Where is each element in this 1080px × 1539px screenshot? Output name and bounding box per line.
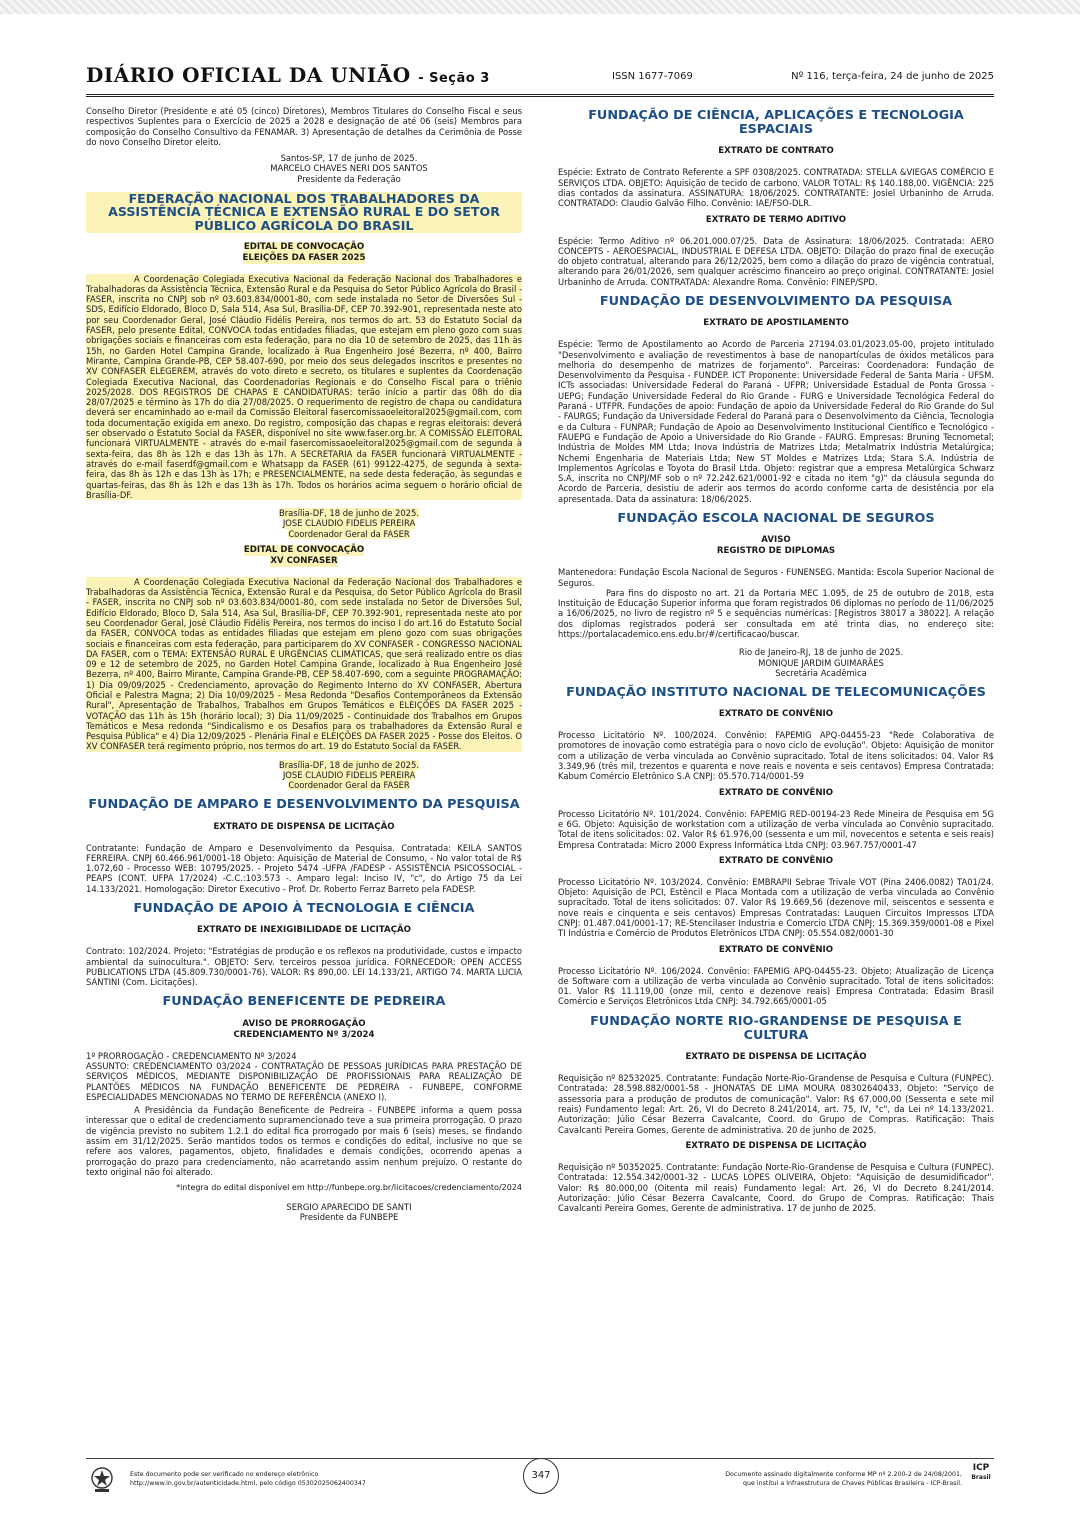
faser-edital-2-body: A Coordenação Colegiada Executiva Nacional da Federação Nacional dos Trabalhadores e Trabalhadoras da Assistência Técnica, Extensão Rural e da Pesquisa, do Setor Público Agrícola do Brasil - FASER, inscrita no CNPJ sob nº 03.603.834/0001-80, com sede instalada no Setor de Diversões Sul, Edifício Eldorado, Bloco D, Sala 514, Asa Sul, Brasília-DF, CEP 70.392-901, representada neste ato por seu Coordenador Geral, José Cláudio Fidélis Pereira, nos termos do inciso I do art.16 do Estatuto Social da FASER, CONVOCA todas as entidades filiadas que estejam em pleno gozo com suas obrigações sociais e financeiras com esta federação, para participarem do XV CONFASER - CONGRESSO NACIONAL DA FASER, com o TEMA: EXTENSÃO RURAL E URGÊNCIAS CLIMÁTICAS, que será realizado entre os dias 09 e 12 de setembro de 2025, no Garden Hotel Campina Grande, localizado à Rua Engenheiro José Bezerra, nº 400, Bairro Mirante, Campina Grande-PB, CEP 58.407-690, com a seguinte PROGRAMAÇÃO: 1) Dia 09/09/2025 - Credenciamento, aprovação do Regimento Interno do XV CONFASER, Abertura Oficial e Palestra Magna; 2) Dia 10/09/2025 - Mesa Redonda "Desafios Contemporâneos da Extensão Rural", Apresentação de Trabalhos, Trabalhos em Grupos Temáticos e ELEIÇÕES DA FASER 2025 - VOTAÇÃO das 11h às 15h (horário local); 3) Dia 11/09/2025 - Continuidade dos Trabalhos em Grupos Temáticos e Mesa redonda "Sindicalismo e os Desafios para os trabalhadores da Extensão Rural e Pesquisa Pública" e 4) Dia 12/09/2025 - Plenária Final e ELEIÇÕES DA FASER 2025 - Posse dos Eleitos. O XV CONFASER terá regimento próprio, nos termos do art. 19 do Estatuto Social da FASER. bbox=[86, 576, 522, 752]
funpec-subtitle-2: EXTRATO DE DISPENSA DE LICITAÇÃO bbox=[685, 1140, 867, 1151]
title-text: DIÁRIO OFICIAL DA UNIÃO bbox=[86, 63, 411, 87]
intro-signature: Santos-SP, 17 de junho de 2025. MARCELO CHAVES NERI DOS SANTOS Presidente da Federação bbox=[270, 153, 428, 184]
inatel-subtitle-4: EXTRATO DE CONVÊNIO bbox=[718, 944, 834, 955]
section-label: - Seção 3 bbox=[418, 71, 490, 86]
faser-edital-1-signature: Brasília-DF, 18 de junho de 2025. JOSE CLAUDIO FIDELIS PEREIRA Coordenador Geral da FASER bbox=[278, 508, 419, 539]
funbepe-line-2: ASSUNTO: CREDENCIAMENTO 03/2024 - CONTRATAÇÃO DE PESSOAS JURÍDICAS PARA PRESTAÇÃO DE SERVIÇOS MÉDICOS, MEDIANTE DISPONIBILIZAÇÃO DE PROFISSIONAIS PARA REALIZAÇÃO DE PLANTÕES MÉDICOS NA FUNDAÇÃO BENEFICENTE DE PEDREIRA - FUNBEPE, CONFORME ESPECIALIDADES MENCIONADAS NO TERMO DE REFERÊNCIA (ANEXO I). bbox=[86, 1060, 522, 1102]
fatec-title: FUNDAÇÃO DE APOIO À TECNOLOGIA E CIÊNCIA bbox=[133, 901, 475, 917]
inatel-title: FUNDAÇÃO INSTITUTO NACIONAL DE TELECOMUNICAÇÕES bbox=[566, 684, 986, 700]
funpec-title: FUNDAÇÃO NORTE RIO-GRANDENSE DE PESQUISA E CULTURA bbox=[590, 1013, 962, 1043]
issue-date: Nº 116, terça-feira, 24 de junho de 2025 bbox=[791, 71, 994, 82]
fadesp-subtitle: EXTRATO DE DISPENSA DE LICITAÇÃO bbox=[213, 821, 395, 832]
funpec-body-2: Requisição nº 50352025. Contratante: Fundação Norte-Rio-Grandense de Pesquisa e Cultura (FUNPEC). Contratada: 12.554.342/0001-32 - LUCAS LOPES OLIVEIRA, Objeto: "Aquisição de desumidificador". Valor: R$ 80.000,00 (Oitenta mil reais) Fundamento legal: Art. 26, VI do Decreto 8.241/2014. Autorização: Júlio César Bezerra Cavalcante, Coord. do Grupo de Compras. Ratificação: Thais Cavalcanti Pereira Gomes, Gerente de administrativa. 17 de junho de 2025. bbox=[558, 1161, 994, 1214]
right-column bbox=[558, 106, 994, 1216]
funcate-title: FUNDAÇÃO DE CIÊNCIA, APLICAÇÕES E TECNOLOGIA ESPACIAIS bbox=[588, 108, 964, 138]
faser-edital-1-body: A Coordenação Colegiada Executiva Nacional da Federação Nacional dos Trabalhadores e Trabalhadoras da Assistência Técnica, Extensão Rural e da Pesquisa do Setor Público Agrícola do Brasil - FASER, inscrita no CNPJ sob nº 03.603.834/0001-80, com sede instalada no Setor de Diversões Sul - SDS, Edifício Eldorado, Bloco D, Sala 514, Asa Sul, Brasília-DF, CEP 70.392-901, representada neste ato por seu Coordenador Geral, José Cláudio Fidélis Pereira, nos termos do art. 53 do Estatuto Social da FASER, pelo presente Edital, CONVOCA todas entidades filiadas, que estejam em pleno gozo com suas obrigações sociais e financeiras com esta federação, para no dia 10 de setembro de 2025, das 11h às 15h, no Garden Hotel Campina Grande, localizado à Rua Engenheiro José Bezerra, nº 400, Bairro Mirante, Campina Grande-PB, CEP 58.407-690, por meio dos seus delegados inscritos e presentes no XV CONFASER ELEGEREM, através do voto direto e secreto, os titulares e suplentes da Coordenação Colegiada Executiva Nacional, das Coordenadorias Regionais e do Conselho Fiscal para o triênio 2025/2028. DOS REGISTROS DE CHAPAS E CANDIDATURAS: terão início a partir das 08h do dia 28/07/2025 e término às 17h do dia 27/08/2025. O requerimento de registro de chapa ou candidatura deverá ser encaminhado ao e-mail da Comissão Eleitoral fasercomissaoeleitoral2025@gmail.com, com toda documentação exigida em anexo. Do registro, composição das chapas e regras eleitorais: deverá ser observado o Estatuto Social da FASER, disponível no site www.faser.org.br. A COMISSÃO ELEITORAL funcionará VIRTUALMENTE - através do e-mail fasercomissaoeleitoral2025@gmail.com de segunda à sexta-feira, das 8h às 12h e das 13h às 17h. A SECRETARIA da FASER funcionará VIRTUALMENTE - através do e-mail faserdf@gmail.com e Whatsapp da FASER (61) 99122-4275, de segunda à sexta-feira, das 8h às 12h e das 13h às 17h; e PRESENCIALMENTE, na sede desta federação, às segundas e quartas-feiras, das 8h às 12h e das 13h às 17h. Todos os horários acima seguem o horário oficial de Brasília-DF. bbox=[86, 273, 522, 500]
funenseg-title: FUNDAÇÃO ESCOLA NACIONAL DE SEGUROS bbox=[617, 511, 935, 527]
fatec-body: Contrato: 102/2024. Projeto: "Estratégias de produção e os reflexos na produtividade, custos e impacto ambiental da suinocultura.". OBJETO: Serv. terceiros pessoa jurídica. FORNECEDOR: OPEN ACCESS PUBLICATIONS LTDA (45.809.730/0001-76). VALOR: R$ 890,00. LEI 14.133/21, ARTIGO 74. MARTA LUCIA SANTINI (Com. Licitações). bbox=[86, 946, 522, 988]
funenseg-subtitle: AVISO REGISTRO DE DIPLOMAS bbox=[716, 535, 836, 557]
masthead bbox=[0, 14, 1080, 100]
funcate-body-2: Espécie: Termo Aditivo nº 06.201.000.07/25. Data de Assinatura: 18/06/2025. Contratada: AERO CONCEPTS - AEROESPACIAL, INDUSTRIAL E DEFESA LTDA. OBJETO: Dilação do prazo final de execução do objeto contratual, alterando para 26/12/2025, bem como a dilação do prazo de vigência contratual, alterando para 26/01/2026, sem qualquer acréscimo financeiro ao preço original. CONTRATANTE: Josiel Urbaninho de Arruda. CONTRATADA: Alexandre Roma. Convênio: FINEP/SPD. bbox=[558, 235, 994, 287]
newspaper-title bbox=[86, 63, 490, 87]
top-strip bbox=[0, 0, 1080, 14]
inatel-subtitle-2: EXTRATO DE CONVÊNIO bbox=[718, 787, 834, 798]
page-footer bbox=[0, 1458, 1080, 1518]
faser-org-title: FEDERAÇÃO NACIONAL DOS TRABALHADORES DA ASSISTÊNCIA TÉCNICA E EXTENSÃO RURAL E DO SETOR PÚBLICO AGRÍCOLA DO BRASIL bbox=[86, 192, 522, 233]
brasao-emblem-icon bbox=[90, 1466, 114, 1494]
header-rule bbox=[86, 94, 994, 97]
funenseg-body-2: Para fins do disposto no art. 21 da Portaria MEC 1.095, de 25 de outubro de 2018, esta Instituição de Educação Superior informa que foram registrados 06 diplomas no período de 11/06/2025 a 16/06/2025, no livro de registro nº 5 e sequências numéricas: [Registros 38017 a 38022]. A relação dos diplomas registrados poderá ser consultada em até trinta dias, no endereço site: https://portalacademico.ens.edu.br/#/certificacao/buscar. bbox=[558, 587, 994, 640]
issn: ISSN 1677-7069 bbox=[612, 71, 693, 82]
page-number: 347 bbox=[523, 1458, 559, 1494]
funbepe-signature: SERGIO APARECIDO DE SANTI Presidente da FUNBEPE bbox=[286, 1201, 412, 1222]
footer-verification-text: Este documento pode ser verificado no endereço eletrônico http://www.in.gov.br/autenticidade.html, pelo código 05302025062400347 bbox=[130, 1471, 366, 1487]
fadesp-body: Contratante: Fundação de Amparo e Desenvolvimento da Pesquisa. Contratada: KEILA SANTOS FERREIRA. CNPJ 60.466.961/0001-18 Objeto: Aquisição de Material de Consumo, - No valor total de R$ 1.072,60 - Processo WEB: 10795/2025. - Projeto 5474 -UFPA /FADESP - ASSISTÊNCIA PSICOSSOCIAL - PEAPS (CONT. UFPA 17/2024) -C.C.:103.573 -. Amparo legal: Inciso IV, "c", do Artigo 75 da Lei 14.133/2021. Homologação: Diretor Executivo - Prof. Dr. Roberto Ferraz Barreto pela FADESP. bbox=[86, 842, 522, 894]
intro-paragraph: Conselho Diretor (Presidente e até 05 (cinco) Diretores), Membros Titulares do Conselho Fiscal e seus respectivos Suplentes para o Exercício de 2025 a 2028 e designação de até 06 (seis) Membros para composição do Conselho Consultivo da FENAMAR. 3) Apresentação de detalhes da Cerimônia de Posse do novo Conselho Diretor eleito. bbox=[86, 106, 522, 147]
funpec-body-1: Requisição nº 82532025. Contratante: Fundação Norte-Rio-Grandense de Pesquisa e Cultura (FUNPEC). Contratada: 28.598.882/0001-58 - JHONATAS DE LIMA MOURA 08302640433, Objeto: "Serviço de assessoria para a produção de produtos de comunicação". Valor: R$ 67.000,00 (Sessenta e sete mil reais) Fundamento legal: Art. 26, VI do Decreto 8.241/2014, art. 75, IV, "c", da Lei nº 14.133/2021. Autorização: Júlio César Bezerra Cavalcante, Coord. do Grupo de Compras. Ratificação: Thais Cavalcanti Pereira Gomes, Gerente de administrativa. 20 de junho de 2025. bbox=[558, 1073, 994, 1135]
funcate-subtitle-1: EXTRATO DE CONTRATO bbox=[718, 146, 834, 157]
fundep-title: FUNDAÇÃO DE DESENVOLVIMENTO DA PESQUISA bbox=[599, 294, 953, 310]
funcate-body-1: Espécie: Extrato de Contrato Referente a SPF 0308/2025. CONTRATADA: STELLA &VIEGAS COMÉRCIO E SERVIÇOS LTDA. OBJETO: Aquisição de tecido de carbono. VALOR TOTAL: R$ 140.188,00. VIGÊNCIA: 225 dias contados da assinatura. ASSINATURA: 18/06/2025. CONTRATANTE: Josiel Urbaninho de Arruda. CONTRATADO: Claudio Galvão Filho. Convênio: IAE/FSO-DLR. bbox=[558, 167, 994, 209]
funenseg-body-1: Mantenedora: Fundação Escola Nacional de Seguros - FUNENSEG. Mantida: Escola Superior Nacional de Seguros. bbox=[558, 567, 994, 588]
left-column bbox=[86, 106, 522, 1228]
funpec-subtitle-1: EXTRATO DE DISPENSA DE LICITAÇÃO bbox=[685, 1052, 867, 1063]
inatel-item-2: Processo Licitatório Nº. 101/2024. Convênio: FAPEMIG RED-00194-23 Rede Mineira de Pesquisa em 5G e 6G. Objeto: Aquisição de workstation com a utilização de verba vinculada ao Convênio supracitado. Total de itens solicitados: 02. Valor R$ 61.976,00 (sessenta e um mil, novecentos e setenta e seis reais) Empresa Contratada: Micro 2000 Express Informática Ltda CNPJ: 03.967.757/0001-47 bbox=[558, 808, 994, 850]
inatel-item-4: Processo Licitatório Nº. 106/2024. Convênio: FAPEMIG APQ-04455-23. Objeto: Atualização de Licença de Software com a utilização de verba vinculada ao Convênio supracitado. Total de itens solicitados: 01. Valor R$ 11.119,00 (onze mil, cento e dezenove reais) Empresa Contratada: Edasim Brasil Comércio e Serviços Eletrônicos Ltda CNPJ: 34.792.665/0001-05 bbox=[558, 965, 994, 1007]
inatel-subtitle-3: EXTRATO DE CONVÊNIO bbox=[718, 855, 834, 866]
inatel-item-1: Processo Licitatório Nº. 100/2024. Convênio: FAPEMIG APQ-04455-23 "Rede Colaborativa de promotores de inovação como estratégia para o novo ciclo de evolução". Objeto: Aquisição de monitor com a utilização de verba vinculada ao Convênio supracitado. Total de itens solicitados: 04. Valor R$ 3.349,96 (três mil, trezentos e quarenta e nove reais e noventa e seis centavos) Empresa Contratada: Kabum Comércio Eletrônico S.A CNPJ: 05.570.714/0001-59 bbox=[558, 730, 994, 782]
fundep-subtitle: EXTRATO DE APOSTILAMENTO bbox=[703, 318, 849, 329]
funbepe-line-1: 1º PRORROGAÇÃO - CREDENCIAMENTO Nº 3/2024 bbox=[86, 1050, 297, 1061]
faser-edital-2-subtitle: EDITAL DE CONVOCAÇÃO XV CONFASER bbox=[243, 544, 365, 566]
inatel-subtitle-1: EXTRATO DE CONVÊNIO bbox=[718, 709, 834, 720]
funcate-subtitle-2: EXTRATO DE TERMO ADITIVO bbox=[705, 214, 847, 225]
funbepe-title: FUNDAÇÃO BENEFICENTE DE PEDREIRA bbox=[162, 994, 446, 1010]
faser-edital-1-subtitle: EDITAL DE CONVOCAÇÃO ELEIÇÕES DA FASER 2025 bbox=[242, 241, 366, 263]
funbepe-subtitle: AVISO DE PRORROGAÇÃO CREDENCIAMENTO Nº 3/2024 bbox=[233, 1018, 375, 1040]
fundep-body: Espécie: Termo de Apostilamento ao Acordo de Parceria 27194.03.01/2023.05-00, projeto intitulado "Desenvolvimento e avaliação de revestimentos à base de nanopartículas de óxidos metálicos para melhoria do desempenho de matrizes de forjamento". Parceiras: Coordenadora: Fundação de Desenvolvimento da Pesquisa - FUNDEP. ICT Proponente: Universidade Federal de Santa Maria - UFSM. ICTs associadas: Universidade Federal do Paraná - UFPR; Universidade Estadual de Ponta Grossa - UEPG; Fundação Universidade Federal do Rio Grande - FURG e Universidade Tecnológica Federal do Paraná - UTFPR. Fundações de apoio: Fundação de apoio da Universidade Federal do Rio Grande do Sul - FAURGS; Fundação da Universidade Federal do Paraná para o Desenvolvimento da Ciência, Tecnologia e da Cultura - FUNPAR; Fundação de Apoio ao Desenvolvimento Institucional Científico e Tecnológico - FAUEPG e Fundação de Apoio a Universidade do Rio Grande - FAURG. Empresas: Bruning Tecnometal; Indústria de Moldes MM Ltda; Inova Indústria de Matrizes Ltda; Metalmatrix Indústria Metalúrgica; Nchemi Engenharia de Materiais Ltda; New ST Moldes e Matrizes Ltda; Stara S.A. Indústria de Implementos Agrícolas e Toyota do Brasil Ltda. Objeto: registrar que a empresa Metalúrgica Schwarz S.A, inscrita no CNPJ/MF sob o nº 72.242.621/0001-92 e citada no item "g)" da cláusula segunda do Acordo de Parceria, desistiu de aderir aos termos do acordo conforme carta de desistência por ela apresentada. Data da assinatura: 18/06/2025. bbox=[558, 339, 994, 504]
inatel-item-3: Processo Licitatório Nº. 103/2024. Convênio: EMBRAPII Sebrae Trivale VOT (Pina 2406.0082) TA01/24. Objeto: Aquisição de PCI, Estêncil e Placa Montada com a utilização de verba vinculada ao Convênio supracitado. Total de itens solicitados: 07. Valor R$ 19.669,56 (dezenove mil, seiscentos e sessenta e nove reais e cinquenta e seis centavos) Empresas Contratadas: Lauquen Circuitos Impressos LTDA CNPJ: 01.487.041/0001-17; RE-Stencilaser Industria e Comercio LTDA CNPJ: 15.369.359/0001-08 e Pixel TI Indústria e Comércio de Produtos Eletrônicos LTDA CNPJ: 05.554.082/0001-30 bbox=[558, 876, 994, 939]
funenseg-signature: Rio de Janeiro-RJ, 18 de junho de 2025. MONIQUE JARDIM GUIMARÃES Secretária Acadêmica bbox=[738, 647, 904, 678]
footer-signature-text: Documento assinado digitalmente conforme MP nº 2.200-2 de 24/08/2001, que institui a Infraestrutura de Chaves Públicas Brasileira - ICP-Brasil. bbox=[725, 1471, 962, 1487]
funbepe-body: A Presidência da Fundação Beneficente de Pedreira - FUNBEPE informa a quem possa interessar que o edital de credenciamento supramencionado teve a sua primeira prorrogação. O prazo de vigência previsto no subitem 1.2.1 do edital fica prorrogado por mais 6 (seis) meses, se findando assim em 31/12/2025. Serão mantidos todos os termos e condições do edital, inclusive no que se refere aos valores, pagamentos, objeto, finalidades e demais condições, ocorrendo apenas a prorrogação do prazo para credenciamento, não acarretando assim nenhum prejuízo. O restante do texto original não foi alterado. bbox=[86, 1105, 522, 1177]
fadesp-title: FUNDAÇÃO DE AMPARO E DESENVOLVIMENTO DA PESQUISA bbox=[88, 797, 520, 813]
fatec-subtitle: EXTRATO DE INEXIGIBILIDADE DE LICITAÇÃO bbox=[197, 925, 411, 936]
faser-edital-2-signature: Brasília-DF, 18 de junho de 2025. JOSE CLAUDIO FIDELIS PEREIRA Coordenador Geral da FASER bbox=[278, 759, 419, 791]
icp-brasil-logo-icon: ICP Brasil bbox=[971, 1463, 991, 1481]
funbepe-note: *integra do edital disponível em http://funbepe.org.br/licitacoes/credenciamento/2024 bbox=[176, 1183, 522, 1193]
